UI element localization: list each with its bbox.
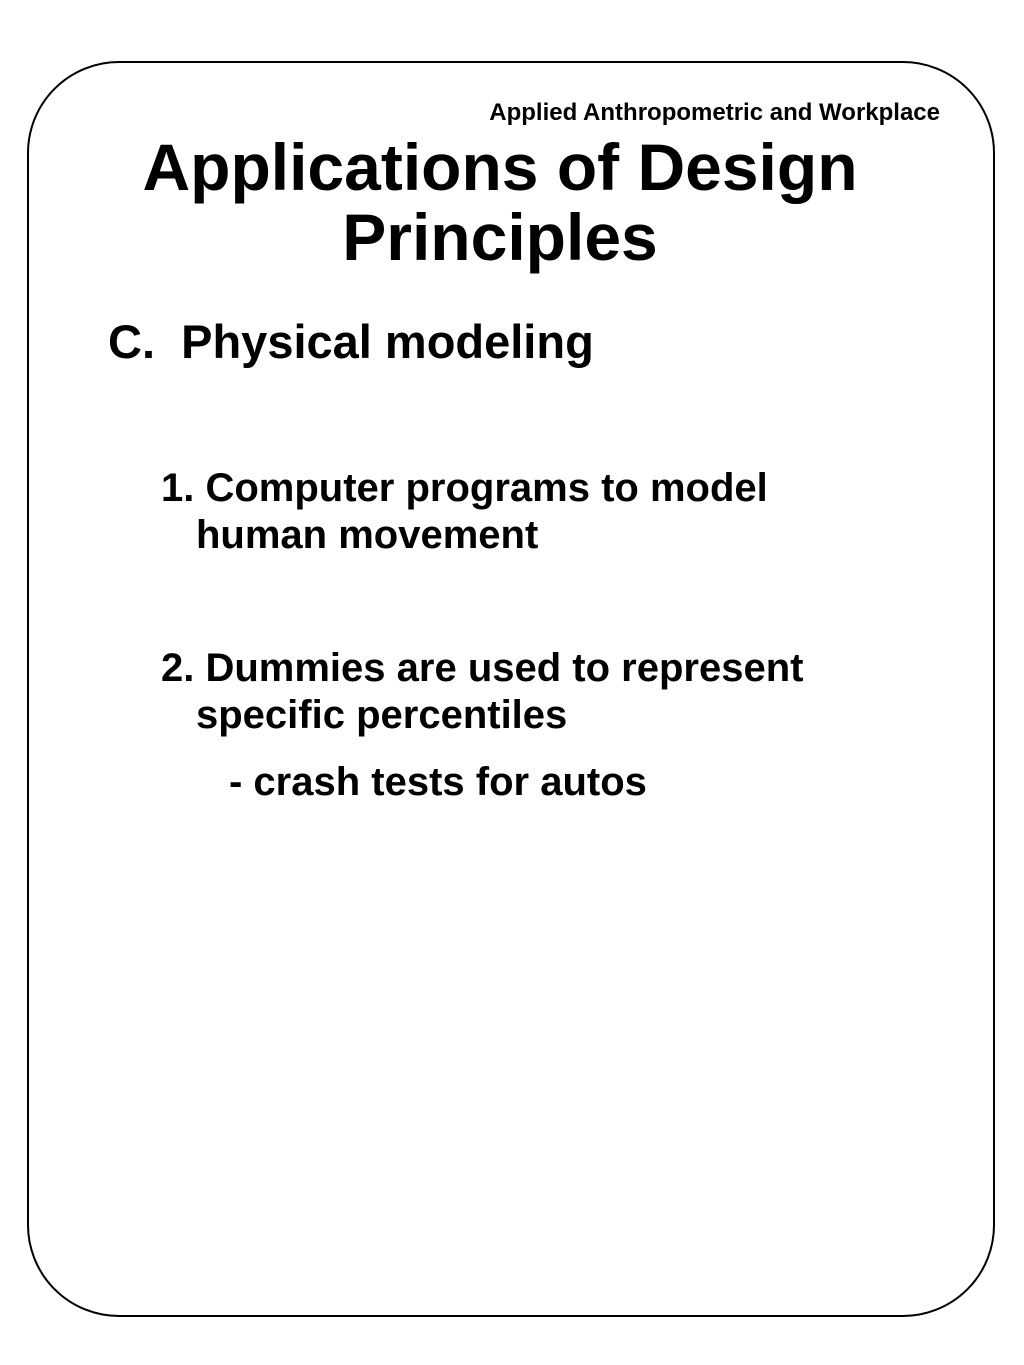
list-item-line: 2. Dummies are used to represent <box>161 646 804 690</box>
list-item-line: specific percentiles <box>196 693 568 737</box>
list-item <box>161 645 961 739</box>
list-item <box>161 465 961 559</box>
list-item-line: human movement <box>196 513 539 557</box>
slide-title-line-2: Principles <box>342 200 658 274</box>
slide-title <box>0 132 1000 272</box>
section-heading: C. Physical modeling <box>108 315 594 368</box>
header-note: Applied Anthropometric and Workplace <box>489 99 940 126</box>
slide-title-line-1: Applications of Design <box>142 130 858 204</box>
sub-item: - crash tests for autos <box>229 760 647 804</box>
list-item-line: 1. Computer programs to model <box>161 466 768 510</box>
